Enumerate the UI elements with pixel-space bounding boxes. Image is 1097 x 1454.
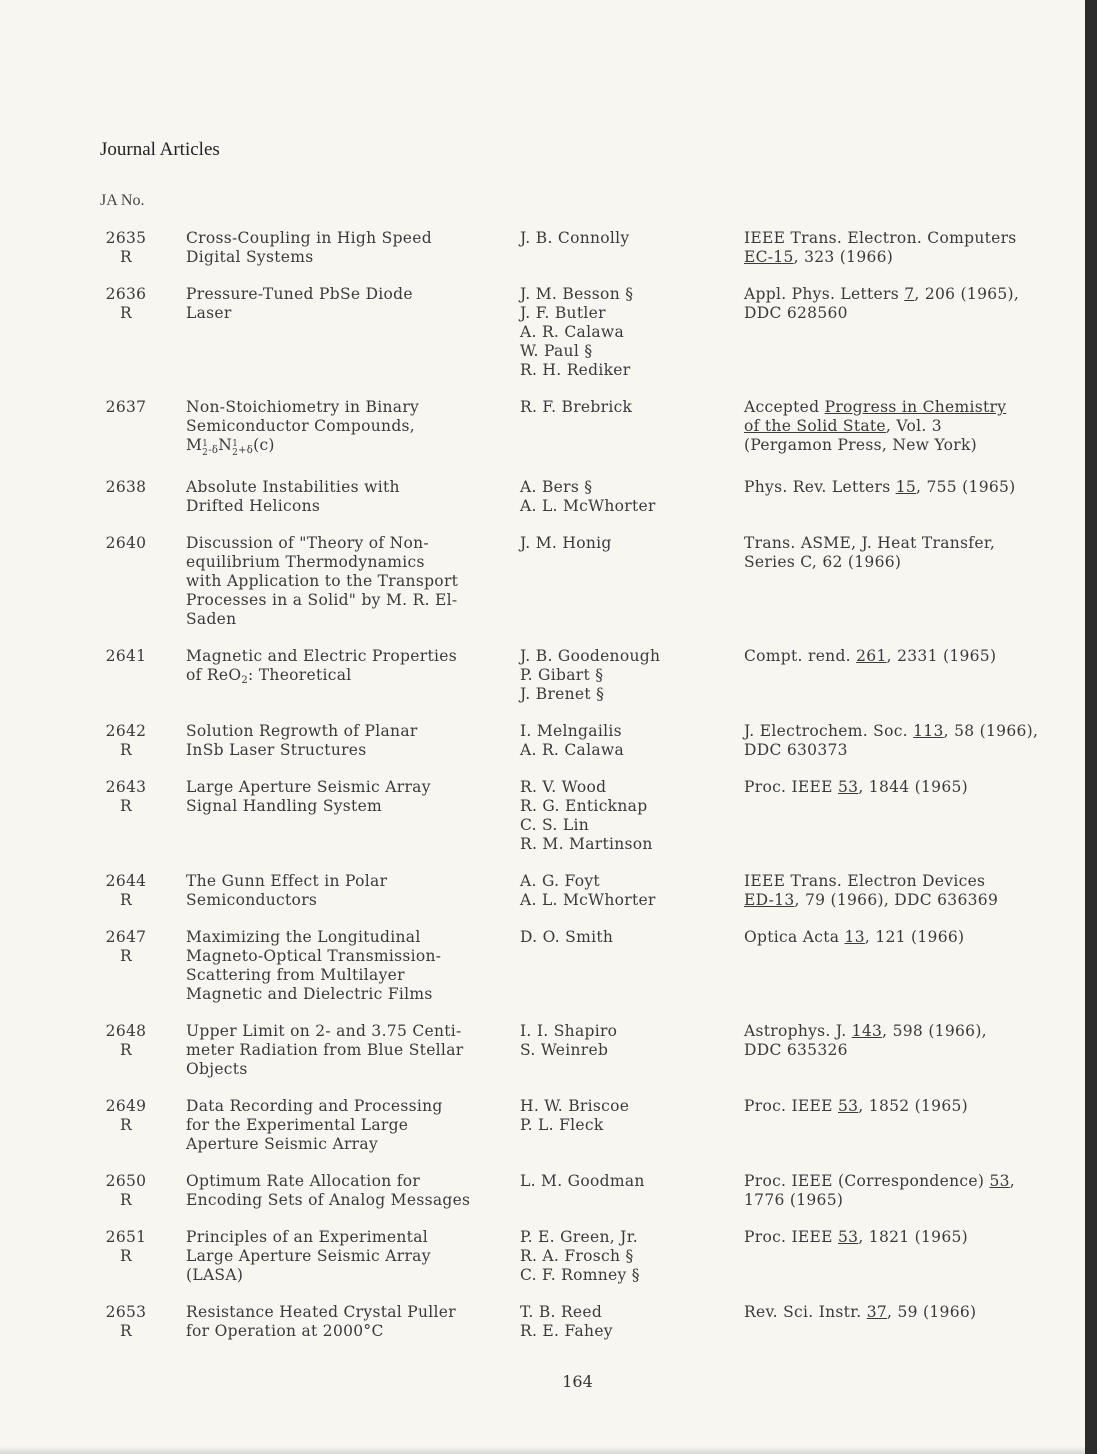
author-name: S. Weinreb xyxy=(520,1041,609,1059)
citation-line xyxy=(744,1097,1094,1116)
author-name: J. M. Honig xyxy=(520,534,612,552)
ja-number-cell xyxy=(100,1097,186,1154)
report-flag: R xyxy=(120,1191,132,1209)
article-citation xyxy=(744,1303,1094,1341)
ja-number-cell xyxy=(100,229,186,267)
citation-line xyxy=(744,1191,1094,1210)
author-name: I. I. Shapiro xyxy=(520,1022,618,1040)
title-line: Semiconductors xyxy=(186,891,318,909)
article-citation xyxy=(744,534,1094,629)
article-citation xyxy=(744,1097,1094,1154)
title-line: Discussion of "Theory of Non- xyxy=(186,534,429,552)
author-name: R. A. Frosch § xyxy=(520,1247,634,1265)
ja-number: 2641 xyxy=(105,647,147,665)
citation-text: , 2331 (1965) xyxy=(886,647,997,665)
citation-text: J. Electrochem. Soc. xyxy=(744,722,914,740)
author-name: R. H. Rediker xyxy=(520,361,631,379)
citation-line xyxy=(744,398,1094,417)
article-authors xyxy=(520,1172,744,1210)
title-line: Digital Systems xyxy=(186,248,314,266)
citation-line xyxy=(744,248,1094,267)
ja-number-cell xyxy=(100,1022,186,1079)
ja-number: 2653 xyxy=(105,1303,147,1321)
author-name: R. M. Martinson xyxy=(520,835,653,853)
formula-delta: -δ xyxy=(208,445,219,456)
article-title xyxy=(186,534,520,629)
citation-text: Proc. IEEE (Correspondence) xyxy=(744,1172,990,1190)
article-citation xyxy=(744,928,1094,1004)
title-line: Semiconductor Compounds, xyxy=(186,417,416,435)
report-flag: R xyxy=(120,1322,132,1340)
article-authors xyxy=(520,398,744,460)
title-line: Data Recording and Processing xyxy=(186,1097,443,1115)
article-entry xyxy=(100,872,1090,910)
report-flag: R xyxy=(120,1041,132,1059)
citation-text: Accepted xyxy=(744,398,825,416)
citation-text: Trans. ASME, J. Heat Transfer, xyxy=(744,534,996,552)
citation-line xyxy=(744,1228,1094,1247)
citation-volume: 53 xyxy=(838,1097,859,1115)
fraction-denominator: 2 xyxy=(202,448,209,458)
report-flag: R xyxy=(120,304,132,322)
citation-text: Series C, 62 (1966) xyxy=(744,553,902,571)
article-title xyxy=(186,478,520,516)
ja-number-cell xyxy=(100,1172,186,1210)
title-line: Magneto-Optical Transmission- xyxy=(186,947,442,965)
citation-text: , 121 (1966) xyxy=(864,928,965,946)
author-name: A. R. Calawa xyxy=(520,323,624,341)
citation-line xyxy=(744,891,1094,910)
citation-volume: of the Solid State xyxy=(744,417,886,435)
article-authors xyxy=(520,285,744,380)
article-citation xyxy=(744,285,1094,380)
title-line: Scattering from Multilayer xyxy=(186,966,405,984)
title-line: Drifted Helicons xyxy=(186,497,321,515)
article-citation xyxy=(744,778,1094,854)
article-citation xyxy=(744,1022,1094,1079)
title-line: Maximizing the Longitudinal xyxy=(186,928,421,946)
journal-article-list xyxy=(100,229,1090,1359)
article-authors xyxy=(520,778,744,854)
citation-line xyxy=(744,436,1094,455)
fraction-numerator: 1 xyxy=(202,439,209,449)
ja-number: 2643 xyxy=(105,778,147,796)
title-text: of ReO xyxy=(186,666,242,684)
author-name: R. G. Enticknap xyxy=(520,797,648,815)
article-citation xyxy=(744,647,1094,704)
citation-volume: 53 xyxy=(989,1172,1010,1190)
title-line: Absolute Instabilities with xyxy=(186,478,400,496)
ja-number-cell xyxy=(100,534,186,629)
title-line: Encoding Sets of Analog Messages xyxy=(186,1191,471,1209)
citation-line xyxy=(744,1022,1094,1041)
ja-number-cell xyxy=(100,722,186,760)
article-authors xyxy=(520,1303,744,1341)
title-line: Non-Stoichiometry in Binary xyxy=(186,398,420,416)
citation-text: (Pergamon Press, New York) xyxy=(744,436,978,454)
article-title xyxy=(186,1228,520,1285)
citation-line xyxy=(744,778,1094,797)
author-name: A. Bers § xyxy=(520,478,593,496)
citation-text: Proc. IEEE xyxy=(744,778,838,796)
title-line: Laser xyxy=(186,304,232,322)
article-entry xyxy=(100,1172,1090,1210)
citation-line xyxy=(744,553,1094,572)
report-flag: R xyxy=(120,947,132,965)
citation-volume: 113 xyxy=(913,722,944,740)
citation-volume: Progress in Chemistry xyxy=(824,398,1007,416)
title-line: Principles of an Experimental xyxy=(186,1228,428,1246)
citation-text: , 1844 (1965) xyxy=(858,778,968,796)
title-line: Optimum Rate Allocation for xyxy=(186,1172,421,1190)
article-citation xyxy=(744,229,1094,267)
author-name: J. Brenet § xyxy=(520,685,605,703)
article-title xyxy=(186,778,520,854)
title-line: Processes in a Solid" by M. R. El- xyxy=(186,591,458,609)
title-line: (LASA) xyxy=(186,1266,244,1284)
article-entry xyxy=(100,1022,1090,1079)
citation-volume: EC-15 xyxy=(744,248,794,266)
article-entry xyxy=(100,928,1090,1004)
ja-number: 2644 xyxy=(105,872,147,890)
author-name: P. L. Fleck xyxy=(520,1116,604,1134)
section-heading: Journal Articles xyxy=(100,139,220,160)
citation-volume: 15 xyxy=(895,478,917,496)
citation-text: , xyxy=(1009,1172,1015,1190)
ja-number: 2640 xyxy=(105,534,147,552)
title-line: Large Aperture Seismic Array xyxy=(186,1247,431,1265)
author-name: A. G. Foyt xyxy=(520,872,600,890)
ja-number: 2649 xyxy=(105,1097,147,1115)
title-line xyxy=(186,666,520,690)
citation-text: IEEE Trans. Electron. Computers xyxy=(744,229,1017,247)
article-authors xyxy=(520,928,744,1004)
article-citation xyxy=(744,478,1094,516)
citation-text: , 1852 (1965) xyxy=(858,1097,968,1115)
citation-text: , 755 (1965) xyxy=(916,478,1016,496)
title-line: The Gunn Effect in Polar xyxy=(186,872,388,890)
author-name: J. B. Connolly xyxy=(520,229,630,247)
article-title xyxy=(186,398,520,460)
citation-text: DDC 630373 xyxy=(744,741,848,759)
citation-text: , Vol. 3 xyxy=(885,417,942,435)
article-entry xyxy=(100,398,1090,460)
article-authors xyxy=(520,1022,744,1079)
ja-number-cell xyxy=(100,1303,186,1341)
citation-line xyxy=(744,1303,1094,1322)
article-title xyxy=(186,928,520,1004)
citation-line xyxy=(744,872,1094,891)
chemical-formula xyxy=(186,436,520,460)
title-line: with Application to the Transport xyxy=(186,572,459,590)
citation-volume: 13 xyxy=(844,928,865,946)
article-title xyxy=(186,647,520,704)
citation-text: DDC 628560 xyxy=(744,304,848,322)
title-line: for Operation at 2000°C xyxy=(186,1322,384,1340)
author-name: R. F. Brebrick xyxy=(520,398,633,416)
ja-number-cell xyxy=(100,1228,186,1285)
title-line: Pressure-Tuned PbSe Diode xyxy=(186,285,413,303)
article-authors xyxy=(520,1228,744,1285)
article-title xyxy=(186,722,520,760)
article-entry xyxy=(100,285,1090,380)
article-title xyxy=(186,1022,520,1079)
citation-line xyxy=(744,285,1094,304)
report-flag: R xyxy=(120,248,132,266)
title-line: Signal Handling System xyxy=(186,797,383,815)
article-entry xyxy=(100,478,1090,516)
page-number: 164 xyxy=(562,1372,593,1391)
article-title xyxy=(186,1303,520,1341)
article-citation xyxy=(744,872,1094,910)
author-name: A. L. McWhorter xyxy=(520,497,656,515)
citation-text: , 598 (1966), xyxy=(882,1022,987,1040)
title-line: Upper Limit on 2- and 3.75 Centi- xyxy=(186,1022,462,1040)
article-entry xyxy=(100,647,1090,704)
citation-text: Optica Acta xyxy=(744,928,845,946)
citation-text: , 79 (1966), DDC 636369 xyxy=(794,891,999,909)
article-title xyxy=(186,1097,520,1154)
ja-number: 2647 xyxy=(105,928,147,946)
title-line: Cross-Coupling in High Speed xyxy=(186,229,432,247)
ja-number-cell xyxy=(100,778,186,854)
article-authors xyxy=(520,872,744,910)
author-name: R. V. Wood xyxy=(520,778,607,796)
citation-line xyxy=(744,304,1094,323)
article-citation xyxy=(744,1228,1094,1285)
author-name: P. E. Green, Jr. xyxy=(520,1228,638,1246)
citation-text: , 323 (1966) xyxy=(793,248,894,266)
citation-line xyxy=(744,928,1094,947)
article-authors xyxy=(520,229,744,267)
citation-text: , 59 (1966) xyxy=(887,1303,977,1321)
subscript: 2 xyxy=(241,675,249,686)
author-name: L. M. Goodman xyxy=(520,1172,645,1190)
ja-number-cell xyxy=(100,398,186,460)
formula-symbol: N xyxy=(218,436,233,454)
title-line: Aperture Seismic Array xyxy=(186,1135,378,1153)
ja-number-cell xyxy=(100,872,186,910)
title-line: meter Radiation from Blue Stellar xyxy=(186,1041,464,1059)
article-authors xyxy=(520,478,744,516)
article-entry xyxy=(100,722,1090,760)
ja-number: 2648 xyxy=(105,1022,147,1040)
author-name: J. F. Butler xyxy=(520,304,606,322)
article-authors xyxy=(520,1097,744,1154)
title-line: Magnetic and Dielectric Films xyxy=(186,985,433,1003)
article-citation xyxy=(744,722,1094,760)
citation-volume: 53 xyxy=(838,778,859,796)
author-name: A. L. McWhorter xyxy=(520,891,656,909)
citation-text: DDC 635326 xyxy=(744,1041,848,1059)
author-name: A. R. Calawa xyxy=(520,741,624,759)
citation-text: Rev. Sci. Instr. xyxy=(744,1303,867,1321)
author-name: H. W. Briscoe xyxy=(520,1097,630,1115)
citation-line xyxy=(744,229,1094,248)
article-entry xyxy=(100,778,1090,854)
author-name: J. M. Besson § xyxy=(520,285,634,303)
citation-text: , 206 (1965), xyxy=(914,285,1020,303)
citation-text: 1776 (1965) xyxy=(744,1191,844,1209)
citation-line xyxy=(744,741,1094,760)
ja-number: 2636 xyxy=(105,285,147,303)
title-line: for the Experimental Large xyxy=(186,1116,409,1134)
fraction-numerator: 1 xyxy=(232,439,239,449)
title-text: : Theoretical xyxy=(248,666,352,684)
citation-text: IEEE Trans. Electron Devices xyxy=(744,872,986,890)
article-entry xyxy=(100,1097,1090,1154)
article-title xyxy=(186,1172,520,1210)
citation-line xyxy=(744,647,1094,666)
article-title xyxy=(186,285,520,380)
article-authors xyxy=(520,647,744,704)
citation-text: Compt. rend. xyxy=(744,647,857,665)
author-name: C. S. Lin xyxy=(520,816,590,834)
article-authors xyxy=(520,722,744,760)
ja-number-cell xyxy=(100,285,186,380)
citation-volume: 261 xyxy=(856,647,887,665)
report-flag: R xyxy=(120,1116,132,1134)
citation-line xyxy=(744,722,1094,741)
author-name: I. Melngailis xyxy=(520,722,622,740)
citation-text: Appl. Phys. Letters xyxy=(744,285,905,303)
ja-number: 2650 xyxy=(105,1172,147,1190)
title-line: Solution Regrowth of Planar xyxy=(186,722,418,740)
report-flag: R xyxy=(120,741,132,759)
page-bottom-edge xyxy=(0,1446,1085,1454)
ja-number-label: JA No. xyxy=(100,192,145,209)
ja-number-cell xyxy=(100,647,186,704)
author-name: T. B. Reed xyxy=(520,1303,603,1321)
author-name: J. B. Goodenough xyxy=(520,647,661,665)
report-flag: R xyxy=(120,1247,132,1265)
title-line: Saden xyxy=(186,610,237,628)
ja-number: 2638 xyxy=(105,478,147,496)
author-name: P. Gibart § xyxy=(520,666,604,684)
citation-text: , 58 (1966), xyxy=(943,722,1039,740)
author-name: D. O. Smith xyxy=(520,928,614,946)
citation-volume: 53 xyxy=(838,1228,859,1246)
article-entry xyxy=(100,1303,1090,1341)
citation-line xyxy=(744,534,1094,553)
citation-text: , 1821 (1965) xyxy=(858,1228,968,1246)
title-line: InSb Laser Structures xyxy=(186,741,367,759)
ja-number: 2637 xyxy=(105,398,147,416)
citation-line xyxy=(744,478,1094,497)
citation-volume: 143 xyxy=(851,1022,883,1040)
fraction-denominator: 2 xyxy=(232,448,239,458)
report-flag: R xyxy=(120,891,132,909)
formula-delta: +δ xyxy=(238,445,254,456)
ja-number: 2651 xyxy=(105,1228,147,1246)
citation-text: Phys. Rev. Letters xyxy=(744,478,896,496)
citation-line xyxy=(744,1172,1094,1191)
article-citation xyxy=(744,1172,1094,1210)
formula-symbol: M xyxy=(186,436,203,454)
formula-phase: (c) xyxy=(253,436,275,454)
title-line: Objects xyxy=(186,1060,248,1078)
citation-text: Proc. IEEE xyxy=(744,1228,838,1246)
ja-number: 2635 xyxy=(105,229,147,247)
citation-line xyxy=(744,1041,1094,1060)
author-name: R. E. Fahey xyxy=(520,1322,613,1340)
article-authors xyxy=(520,534,744,629)
article-entry xyxy=(100,534,1090,629)
report-flag: R xyxy=(120,797,132,815)
ja-number: 2642 xyxy=(105,722,147,740)
article-entry xyxy=(100,1228,1090,1285)
citation-volume: 37 xyxy=(866,1303,888,1321)
author-name: C. F. Romney § xyxy=(520,1266,640,1284)
title-line: Resistance Heated Crystal Puller xyxy=(186,1303,456,1321)
ja-number-cell xyxy=(100,478,186,516)
article-entry xyxy=(100,229,1090,267)
article-title xyxy=(186,229,520,267)
title-line: Large Aperture Seismic Array xyxy=(186,778,431,796)
author-name: W. Paul § xyxy=(520,342,593,360)
citation-volume: ED-13 xyxy=(744,891,795,909)
ja-number-cell xyxy=(100,928,186,1004)
article-citation xyxy=(744,398,1094,460)
citation-line xyxy=(744,417,1094,436)
citation-text: Proc. IEEE xyxy=(744,1097,838,1115)
title-line: equilibrium Thermodynamics xyxy=(186,553,425,571)
citation-volume: 7 xyxy=(904,285,915,303)
article-title xyxy=(186,872,520,910)
title-line: Magnetic and Electric Properties xyxy=(186,647,457,665)
citation-text: Astrophys. J. xyxy=(744,1022,852,1040)
